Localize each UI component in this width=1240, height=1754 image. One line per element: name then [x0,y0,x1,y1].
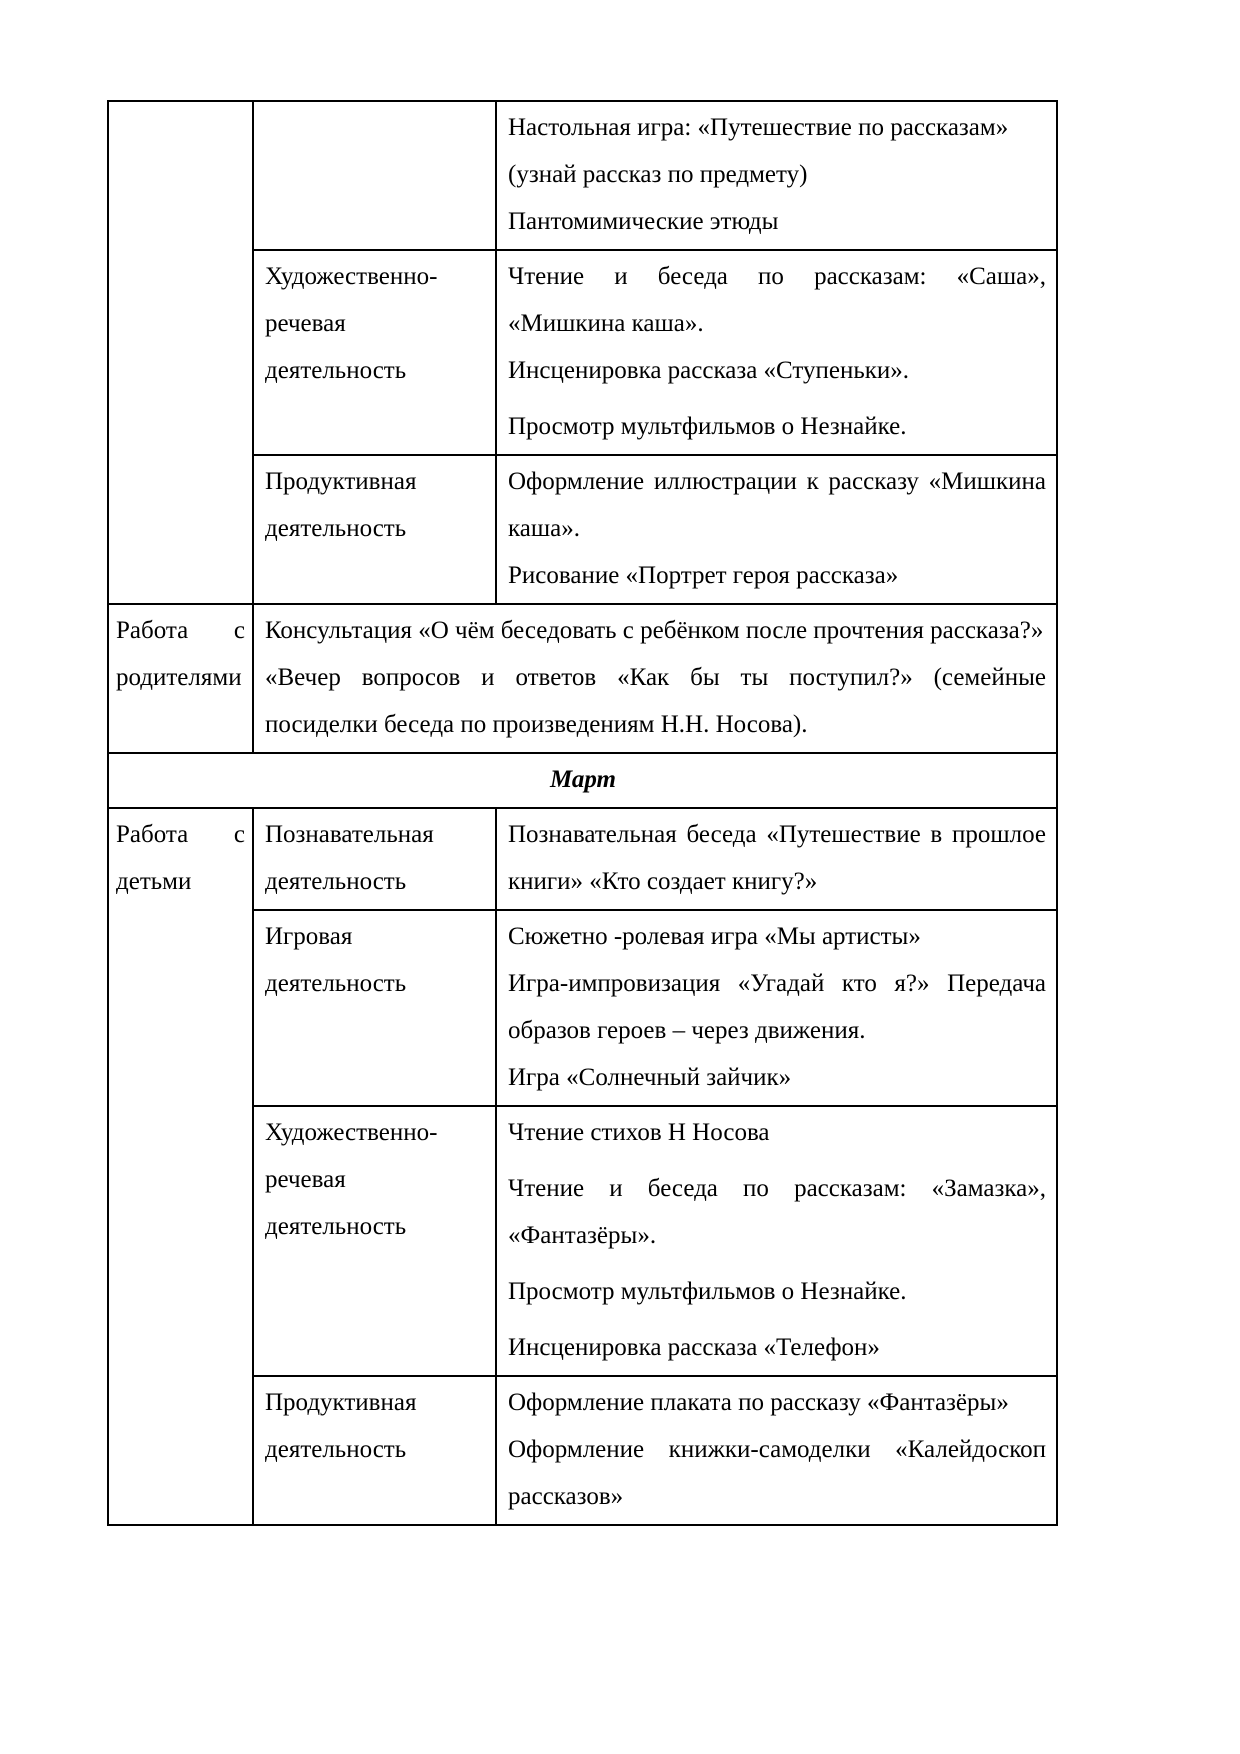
month-header-row [108,753,1057,808]
activity-label: Игровая деятельность [265,923,407,997]
activity-cell [253,250,496,455]
month-header-label: Март [550,766,616,793]
paragraph: Оформление книжки-самоделки «Калейдоскоп рассказов» [508,1436,1046,1510]
content-cell [496,101,1057,250]
activity-plan-table [107,100,1058,1526]
group-cell-continuation [108,101,253,604]
paragraph: Оформление иллюстрации к рассказу «Мишкина каша». [508,468,1046,542]
paragraph: Инсценировка рассказа «Ступеньки». [508,357,910,384]
paragraph: Оформление плаката по рассказу «Фантазёры» [508,1389,1009,1416]
paragraph: Консультация «О чём беседовать с ребёнком после прочтения рассказа?» [265,617,1044,644]
activity-label: Познавательная деятельность [265,821,434,895]
paragraph: Чтение стихов Н Носова [508,1119,770,1146]
activity-label: Художественно-речевая деятельность [265,263,438,384]
content-cell [496,1376,1057,1525]
activity-cell [253,910,496,1106]
paragraph: «Вечер вопросов и ответов «Как бы ты поступил?» (семейные посиделки беседа по произведениям Н.Н. Носова). [265,664,1046,738]
content-cell [496,455,1057,604]
group-label: Работа с родителями [116,617,245,691]
paragraph: Настольная игра: «Путешествие по рассказам» [508,114,1009,141]
paragraph: Просмотр мультфильмов о Незнайке. [508,413,907,440]
paragraph: Игра-импровизация «Угадай кто я?» Передача образов героев – через движения. [508,970,1046,1044]
paragraph: Просмотр мультфильмов о Незнайке. [508,1278,907,1305]
paragraph: Чтение и беседа по рассказам: «Замазка», «Фантазёры». [508,1175,1046,1249]
parents-row [108,604,1057,753]
activity-cell [253,1106,496,1376]
paragraph: Игра «Солнечный зайчик» [508,1064,792,1091]
content-cell [496,808,1057,910]
paragraph: Инсценировка рассказа «Телефон» [508,1334,880,1361]
paragraph: Рисование «Портрет героя рассказа» [508,562,899,589]
group-cell-children [108,808,253,1525]
activity-label: Продуктивная деятельность [265,1389,417,1463]
content-cell [496,250,1057,455]
content-cell [496,910,1057,1106]
paragraph: Пантомимические этюды [508,208,779,235]
activity-cell [253,455,496,604]
table-row [108,808,1057,910]
paragraph: (узнай рассказ по предмету) [508,161,808,188]
activity-label: Художественно-речевая деятельность [265,1119,438,1240]
paragraph: Познавательная беседа «Путешествие в прошлое книги» «Кто создает книгу?» [508,821,1046,895]
paragraph: Чтение и беседа по рассказам: «Саша», «Мишкина каша». [508,263,1046,337]
parents-content-cell [253,604,1057,753]
activity-label: Продуктивная деятельность [265,468,417,542]
group-label: Работа с детьми [116,821,245,895]
activity-cell [253,101,496,250]
content-cell [496,1106,1057,1376]
month-header-cell [108,753,1057,808]
group-cell-parents [108,604,253,753]
activity-cell [253,808,496,910]
activity-cell [253,1376,496,1525]
table-row [108,101,1057,250]
paragraph: Сюжетно -ролевая игра «Мы артисты» [508,923,921,950]
